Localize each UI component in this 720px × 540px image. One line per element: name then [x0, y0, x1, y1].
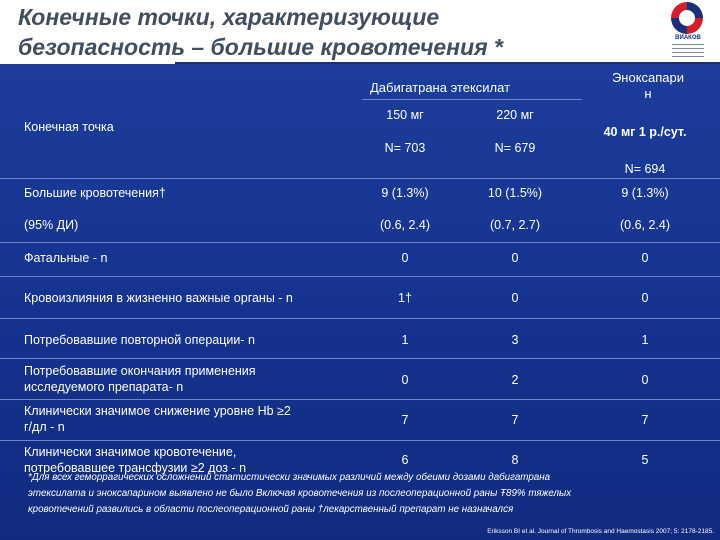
footnote-line-2: этексилата и эноксапарином выявлено не было Включая кровотечения из послеоперационной раны Ŧ89% тяжелых	[28, 488, 572, 499]
enox-dose-header: 40 мг 1 р./сут.	[603, 125, 687, 139]
cell-enox: 0	[641, 291, 649, 305]
cell-150: 6	[401, 453, 409, 467]
row-divider	[0, 399, 720, 400]
logo-brand-text: ВИАКОВ	[675, 35, 701, 41]
row-divider	[0, 440, 720, 441]
row-label-line1: Клинически значимое снижение уровне Hb ≥2	[24, 404, 291, 418]
n-150-header: N= 703	[384, 141, 426, 155]
row-label-line1: Клинически значимое кровотечение,	[24, 445, 237, 459]
footnote-line-3: кровотечений развились в области послеоперационной раны †лекарственный препарат не назначался	[28, 504, 514, 515]
logo-ring-icon	[671, 2, 703, 34]
cell-150: (0.6, 2.4)	[379, 218, 431, 232]
row-label: Большие кровотечения†	[24, 186, 166, 200]
logo-lines	[672, 44, 704, 60]
row-divider	[0, 276, 720, 277]
footnote-line-1: *Для всех геморрагических осложнений статистически значимых различий между обеими дозами дабигатрана	[28, 472, 551, 483]
cell-150: 7	[401, 413, 409, 427]
row-label: Потребовавшие повторной операции- n	[24, 333, 255, 347]
header-divider	[0, 178, 720, 179]
cell-220: 2	[511, 373, 519, 387]
enox-header-line1: Эноксапари	[611, 70, 685, 85]
cell-150: 9 (1.3%)	[381, 186, 429, 200]
cell-enox: 7	[641, 413, 649, 427]
row-label-line1: Потребовавшие окончания применения	[24, 364, 256, 378]
cell-150: 0	[401, 373, 409, 387]
row-label: Фатальные - n	[24, 251, 108, 265]
cell-enox: 5	[641, 453, 649, 467]
cell-enox: 0	[641, 373, 649, 387]
row-label: Кровоизлияния в жизненно важные органы - n	[24, 291, 293, 305]
slide-header	[0, 0, 720, 64]
slide-title	[18, 2, 618, 62]
company-logo	[664, 2, 712, 60]
dose-220-header: 220 мг	[496, 108, 534, 122]
n-220-header: N= 679	[494, 141, 536, 155]
n-enox-header: N= 694	[624, 162, 666, 176]
row-label-line2: потребовавшее трансфузии ≥2 доз - n	[24, 461, 247, 475]
cell-enox: 0	[641, 251, 649, 265]
title-line-2: безопасность – большие кровотечения *	[18, 34, 504, 60]
cell-220: 0	[511, 291, 519, 305]
dabigatran-header: Дабигатрана этексилат	[370, 80, 511, 95]
row-label-line2: г/дл - n	[24, 420, 65, 434]
row-divider	[0, 318, 720, 319]
reference-citation: Eriksson BI et al. Journal of Thrombosis and Haemostasis 2007; 5: 2178-2185.	[487, 528, 714, 535]
cell-220: 0	[511, 251, 519, 265]
row-divider	[0, 242, 720, 243]
cell-150: 1†	[398, 291, 412, 305]
endpoint-header: Конечная точка	[24, 120, 114, 134]
row-label-line2: исследуемого препарата- n	[24, 380, 184, 394]
cell-150: 0	[401, 251, 409, 265]
row-label: (95% ДИ)	[24, 218, 79, 232]
cell-220: 7	[511, 413, 519, 427]
cell-220: (0.7, 2.7)	[489, 218, 541, 232]
title-line-1: Конечные точки, характеризующие	[18, 4, 440, 30]
enox-header-line2: н	[644, 86, 652, 101]
dose-150-header: 150 мг	[386, 108, 424, 122]
cell-enox: (0.6, 2.4)	[619, 218, 671, 232]
cell-enox: 9 (1.3%)	[621, 186, 669, 200]
cell-220: 10 (1.5%)	[487, 186, 543, 200]
cell-enox: 1	[641, 333, 649, 347]
dabigatran-header-rule	[362, 99, 582, 100]
cell-150: 1	[401, 333, 409, 347]
row-divider	[0, 358, 720, 359]
cell-220: 3	[511, 333, 519, 347]
cell-220: 8	[511, 453, 519, 467]
